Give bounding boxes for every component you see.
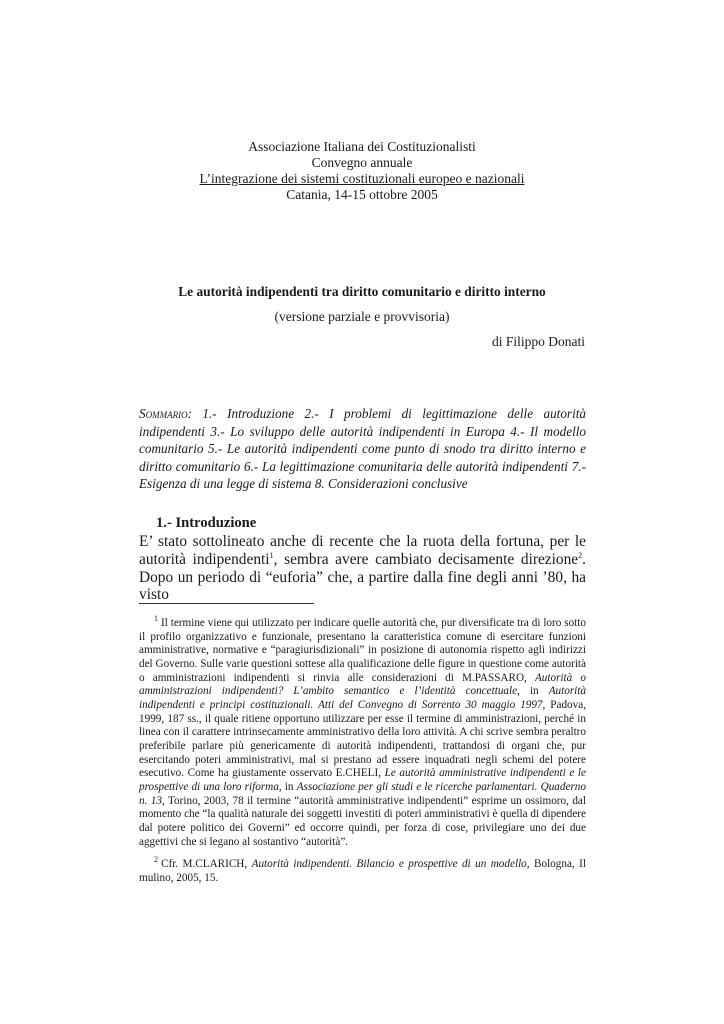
conference-header <box>0 139 724 203</box>
section-heading: 1.- Introduzione <box>156 515 257 531</box>
footnote-2-number: 2 <box>154 855 158 865</box>
footnote-1-text: , Torino, 2003, 78 il termine “autorità amministrative indipendenti” esprime un ossimoro, dal momento che “la qualità naturale dei soggetti investiti di poteri amministrativi è quella di dipendere dal potere politico dei Governi” ed occorre quindi, per forza di cose, privilegiare uno dei due aggettivi che si legano al sostantivo “autorità”. <box>139 794 587 848</box>
footnote-1-cited-title: Associazione per gli studi e le ricerche parlamentari. Quaderno n. 13 <box>139 780 586 807</box>
conference-theme: L’integrazione dei sistemi costituzionali europeo e nazionali <box>199 171 525 186</box>
footnote-1-text: Il termine viene qui utilizzato per indicare quelle autorità che, pur diversificate tra di loro sotto il profilo organizzativo e funzionale, presentano la caratteristica comune di esercitare funzioni amministrative, normative e “paragiurisdizionali” in posizione di autonomia rispetto agli indirizzi del Governo. Sulle varie questioni sottese alla qualificazione delle figure in questione come autorità o amministrazioni indipendenti si rinvia alle considerazioni di M.PASSARO, <box>139 617 586 684</box>
footnote-1-number: 1 <box>154 614 158 624</box>
footnote-2 <box>139 855 586 885</box>
footnote-2-cited-title: Autorità indipendenti. Bilancio e prospettive di un modello <box>251 858 527 870</box>
paragraph-text-2: , sembra avere cambiato decisamente direzione <box>273 550 579 568</box>
paper-title: Le autorità indipendenti tra diritto comunitario e diritto interno <box>178 284 546 299</box>
footnote-ref-2[interactable]: 2 <box>578 550 583 560</box>
paragraph-text-3: . Dopo un periodo di “euforia” che, a partire dalla fine degli anni ’80, ha visto <box>139 550 586 604</box>
footnote-1-text: , Padova, 1999, 187 ss., il quale ritiene opportuno utilizzare per esse il termine di amministrazioni, perché in linea con il carattere intrinsecamente amministrativo della loro attività. A chi scrive sembra peraltro preferibile parlare più genericamente di autorità indipendenti, trattandosi di organi che, pur esercitando poteri amministrativi, mal si prestano ad essere inquadrati negli schemi del potere esecutivo. Come ha giustamente osservato E.CHELI, <box>139 698 587 780</box>
footnote-separator <box>139 603 314 604</box>
footnote-1-cited-title: Le autorità amministrative indipendenti e le prospettive di una loro riforma <box>139 767 586 793</box>
summary-label: Sommario <box>139 406 188 421</box>
footnote-2-text: Cfr. M.CLARICH, <box>161 858 252 870</box>
footnote-ref-1[interactable]: 1 <box>269 550 274 560</box>
footnote-1 <box>139 614 587 849</box>
footnote-1-text: , in <box>517 685 549 698</box>
footnote-2-text: , Bologna, Il mulino, 2005, 15. <box>139 858 586 884</box>
conference-place-date: Catania, 14-15 ottobre 2005 <box>286 187 438 202</box>
conference-type: Convegno annuale <box>311 155 413 170</box>
paper-author: di Filippo Donati <box>491 334 585 349</box>
section-paragraph <box>139 533 586 604</box>
association-name: Associazione Italiana dei Costituzionalisti <box>248 139 476 154</box>
paper-subtitle: (versione parziale e provvisoria) <box>274 309 450 324</box>
footnote-1-cited-title: Autorità o amministrazioni indipendenti? L’ambito semantico e l’identità concettuale <box>139 671 586 698</box>
summary <box>139 405 586 493</box>
footnote-1-cited-title: Autorità indipendenti e principi costituzionali. Atti del Convegno di Sorrento 30 maggio 1997 <box>139 685 586 711</box>
footnote-1-text: , in <box>278 780 297 793</box>
summary-text: : 1.- Introduzione 2.- I problemi di legittimazione delle autorità indipendenti 3.- Lo sviluppo delle autorità indipendenti in Europa 4.- Il modello comunitario 5.- Le autorità indipendenti come punto di snodo tra diritto interno e diritto comunitario 6.- La legittimazione comunitaria delle autorità indipendenti 7.- Esigenza di una legge di sistema 8. Considerazioni conclusive <box>139 406 586 491</box>
paragraph-text-1: E’ stato sottolineato anche di recente che la ruota della fortuna, per le autorità indipendenti <box>139 533 586 568</box>
